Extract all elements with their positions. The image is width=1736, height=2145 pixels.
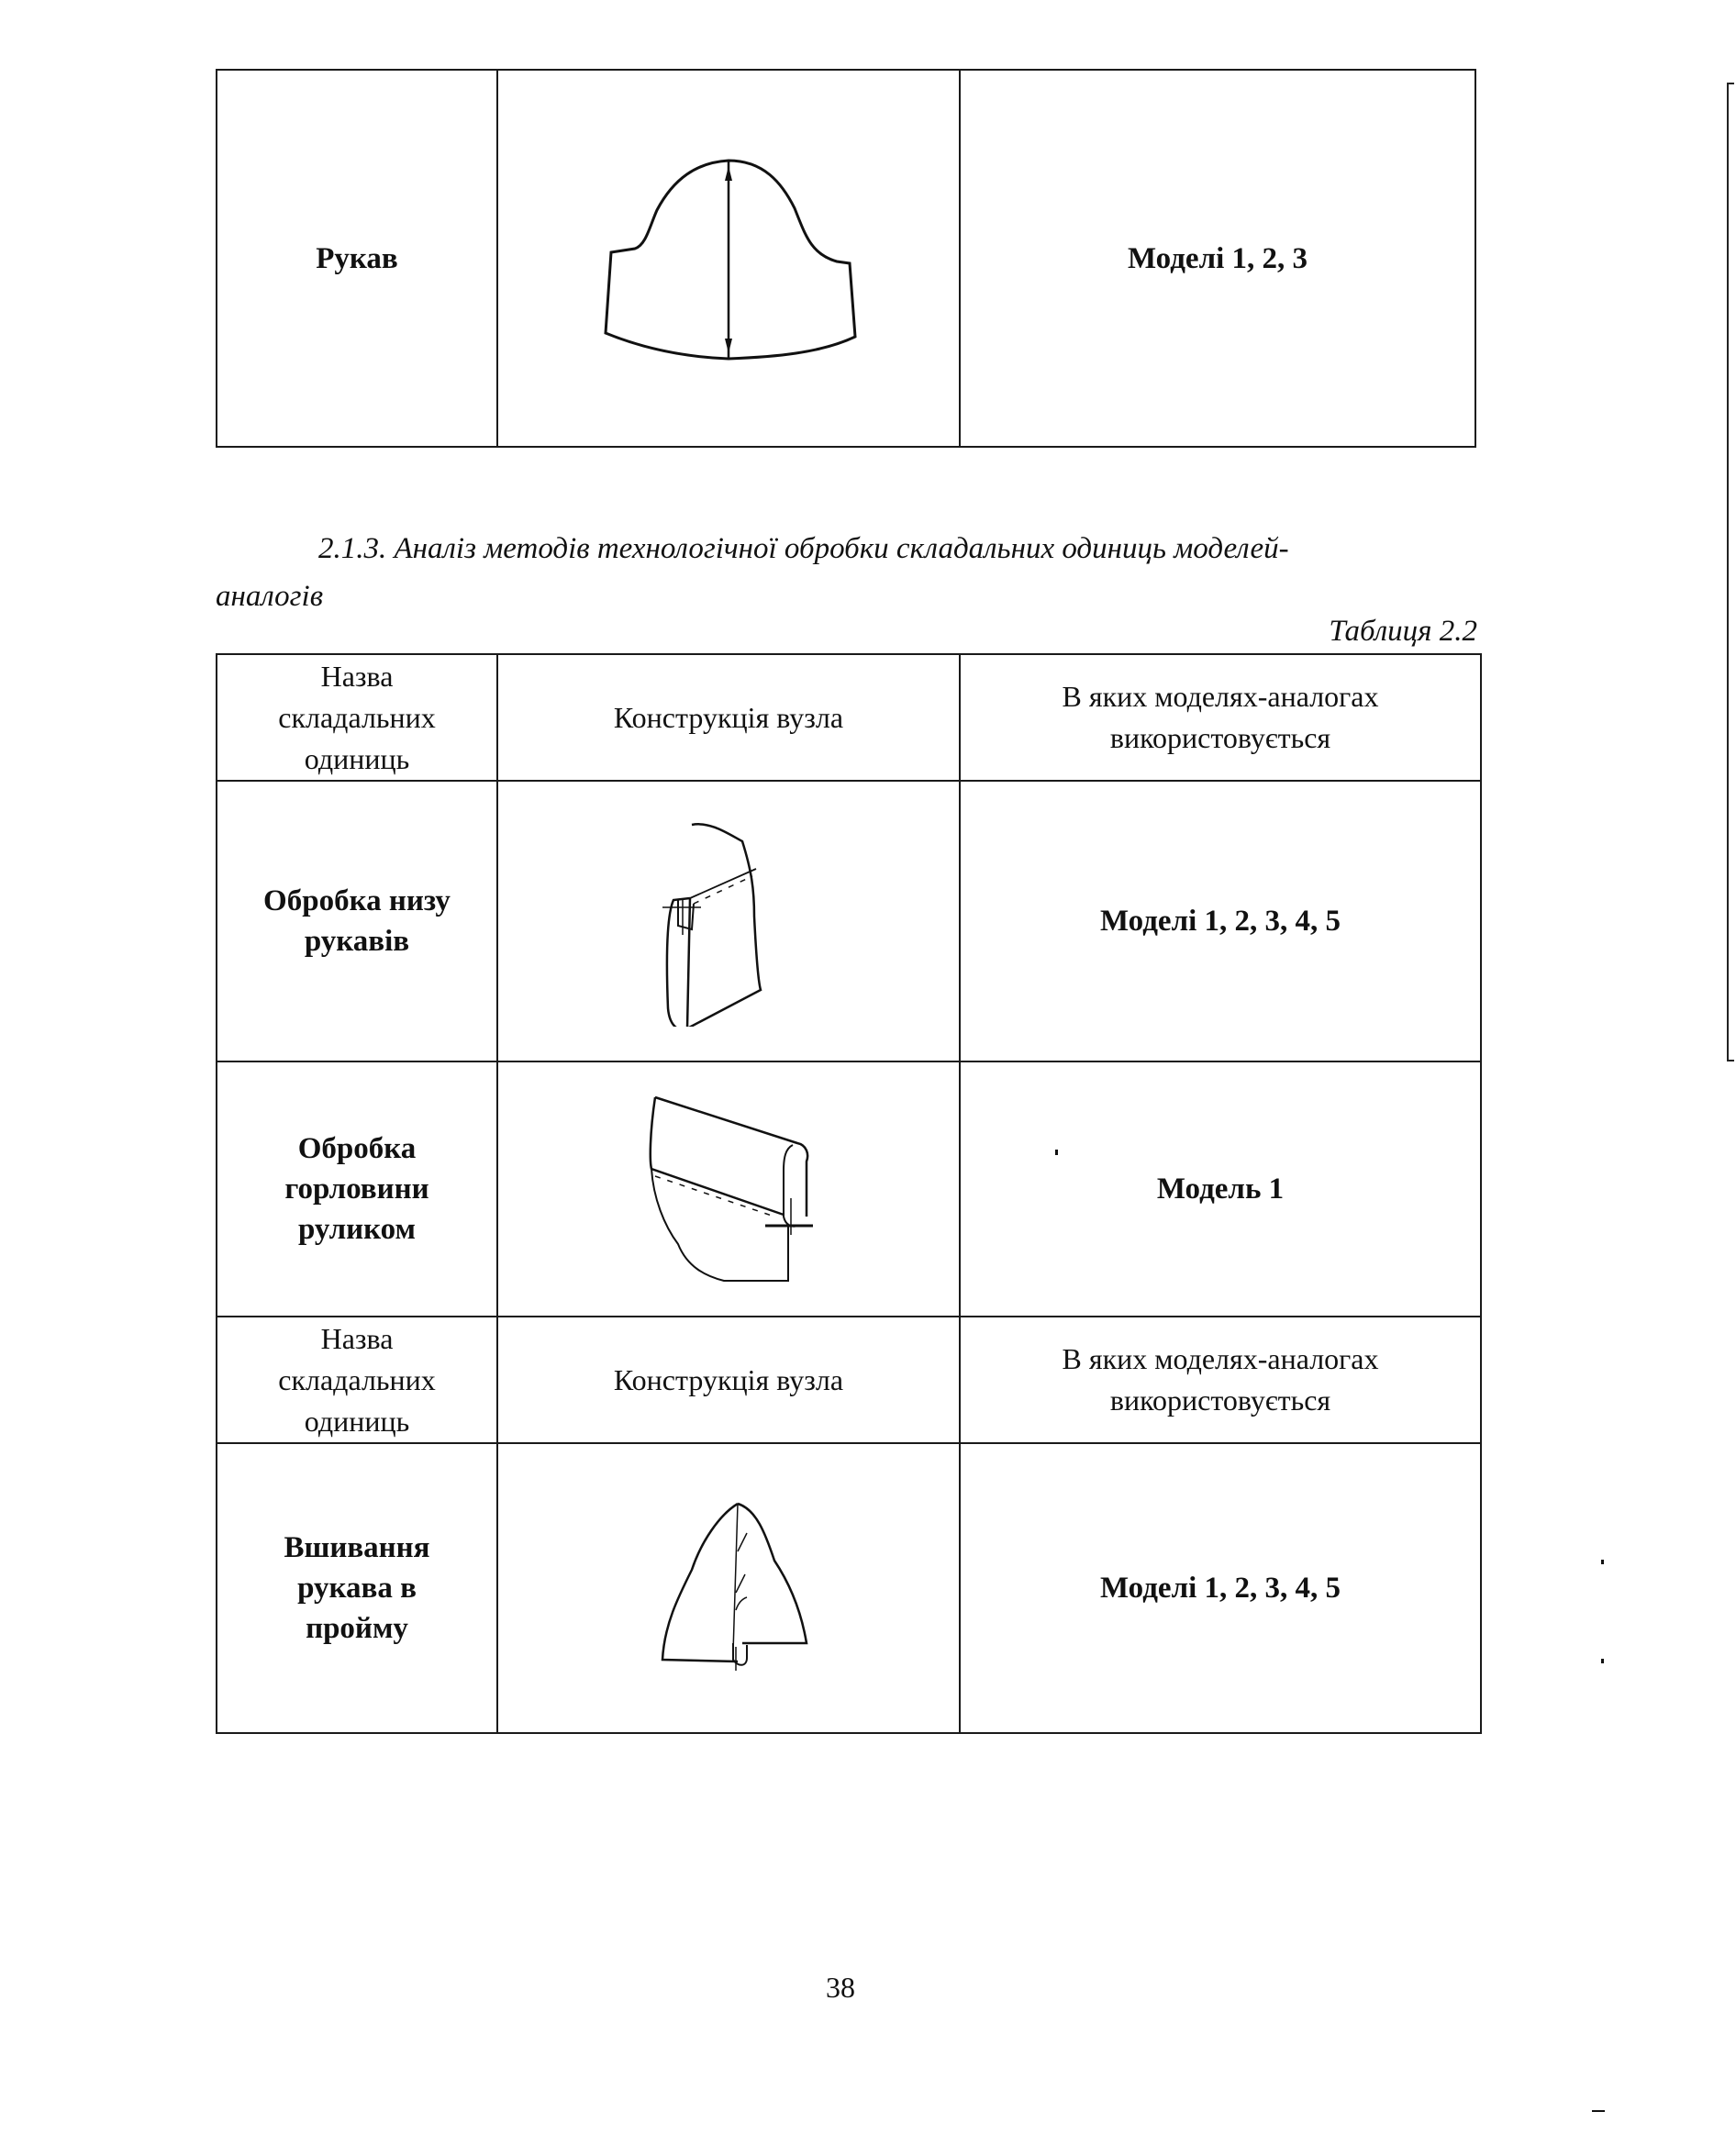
assembly-unit-name: Обробка низу рукавів [217,781,497,1061]
page-number: 38 [826,1971,855,2004]
models-cell: Модель 1 [960,1061,1481,1317]
header-name-column: Назва складальних одиниць [217,654,497,781]
table-row [217,70,1475,447]
header-name-column: Назва складальних одиниць [217,1317,497,1443]
assembly-unit-name: Обробка горловини руликом [217,1061,497,1317]
scan-speck [1601,1560,1604,1564]
assembly-unit-name: Рукав [217,70,497,447]
construction-cell [497,781,960,1061]
construction-cell [497,1061,960,1317]
section-heading: 2.1.3. Аналіз методів технологічної обробки складальних одиниць моделей- аналогів [216,532,1289,613]
scan-speck [1055,1150,1058,1155]
header-models-column: В яких моделях-аналогах використовується [960,1317,1481,1443]
header-models-column: В яких моделях-аналогах використовується [960,654,1481,781]
construction-cell [497,1443,960,1733]
sleeve-setting-seam-drawing-icon [618,1496,839,1680]
scan-speck [1601,1659,1604,1663]
models-cell: Моделі 1, 2, 3 [960,70,1475,447]
table-row [217,1061,1481,1317]
construction-cell [497,70,960,447]
table-row [217,781,1481,1061]
assembly-unit-name: Вшивання рукава в пройму [217,1443,497,1733]
table-2-2 [216,653,1482,1734]
scan-edge-line [1727,83,1729,1060]
models-cell: Моделі 1, 2, 3, 4, 5 [960,1443,1481,1733]
table-header-row [217,654,1481,781]
scan-speck [1592,2110,1605,2112]
header-construction-column: Конструкція вузла [497,1317,960,1443]
table-2-1-continuation [216,69,1476,448]
table-header-row-repeated [217,1317,1481,1443]
header-construction-column: Конструкція вузла [497,654,960,781]
table-row [217,1443,1481,1733]
sleeve-hem-seam-drawing-icon [637,816,820,1027]
scan-edge-tick [1727,1060,1734,1061]
models-cell: Моделі 1, 2, 3, 4, 5 [960,781,1481,1061]
sleeve-pattern-drawing-icon [591,153,866,364]
table-caption: Таблиця 2.2 [1329,615,1477,648]
neckline-binding-drawing-icon [637,1088,820,1290]
scan-edge-tick [1727,83,1734,84]
